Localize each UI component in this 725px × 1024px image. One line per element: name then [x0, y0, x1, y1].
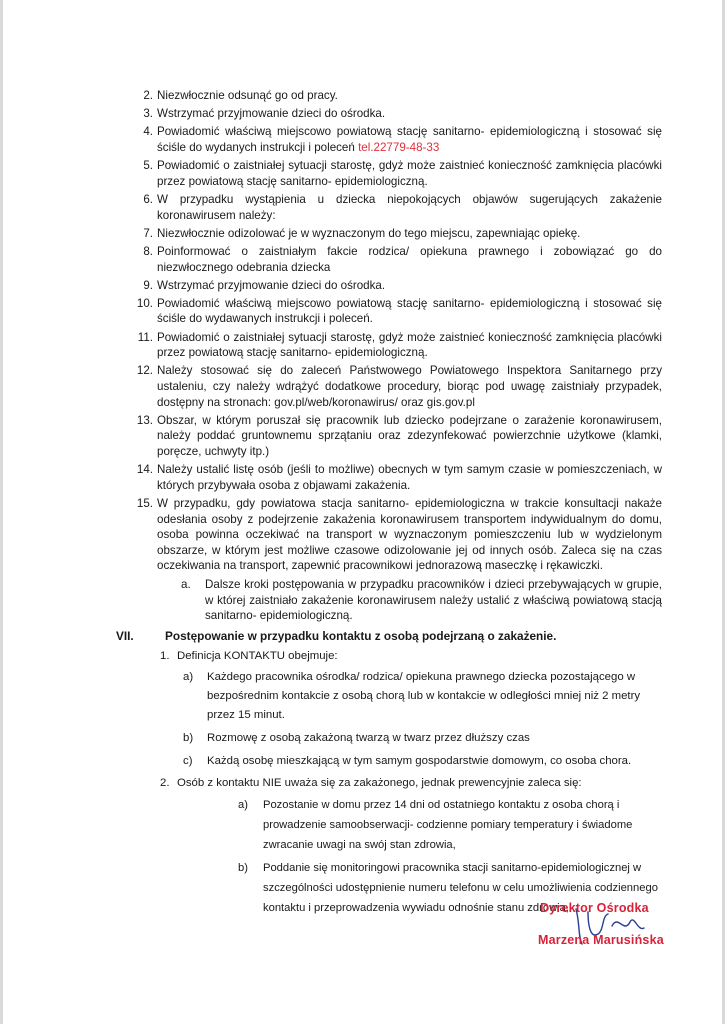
sub-list-item: a) Każdego pracownika ośrodka/ rodzica/ opiekuna prawnego dziecka pozostającego w bezpośrednim kontakcie z osobą chorą lub w kontakcie w odległości mniej niż 2 metry przez 15 minut.	[183, 670, 641, 721]
sub-list-item: a. Dalsze kroki postępowania w przypadku pracowników i dzieci przebywających w grupie, w której zaistniało zakażenie koronawirusem należy ustalić z właściwą powiatową stacją sanitarno- epidemiologiczną.	[181, 577, 662, 623]
phone-number: tel.22779-48-33	[358, 140, 440, 154]
sub-list-item: b) Poddanie się monitoringowi pracownika stacji sanitarno-epidemiologicznej w szczególności udostępnienie numeru telefonu w celu umożliwienia codziennego kontaktu i przeprowadzenia wywiadu odnośnie stanu zdrowia,	[238, 861, 658, 914]
list-item: 5. Powiadomić o zaistniałej sytuacji starostę, gdyż może zaistnieć konieczność zamknięcia placówki przez powiatową stację sanitarno- epidemiologiczną.	[143, 159, 662, 188]
list-item: 9. Wstrzymać przyjmowanie dzieci do ośrodka.	[143, 278, 386, 292]
section-heading: VII. Postępowanie w przypadku kontaktu z osobą podejrzaną o zakażenie.	[116, 628, 557, 643]
document-body	[0, 88, 725, 921]
list-item: 3. Wstrzymać przyjmowanie dzieci do ośrodka.	[143, 107, 386, 121]
list-item: 8. Poinformować o zaistniałym fakcie rodzica/ opiekuna prawnego i zobowiązać go do niezwłocznego odebrania dziecka	[143, 244, 662, 274]
sub-list-item: c) Każdą osobę mieszkającą w tym samym gospodarstwie domowym, co osoba chora.	[183, 754, 632, 767]
list-item: 12. Należy stosować się do zaleceń Państwowego Powiatowego Inspektora Sanitarnego przy ustaleniu, czy należy wdrążyć dodatkowe procedury, biorąc pod uwagę zaistniały przypadek, dostępny na stronach: gov.pl/web/koronawirus/ oraz gis.gov.pl	[136, 364, 662, 409]
list-item: 1. Definicja KONTAKTU obejmuje:	[160, 649, 338, 662]
list-item: 11. Powiadomić o zaistniałej sytuacji starostę, gdyż może zaistnieć konieczność zamknięcia placówki przez powiatową stację sanitarno- epidemiologiczną.	[137, 330, 662, 360]
stamp-title: Dyrektor Ośrodka	[540, 901, 649, 915]
list-item: 10. Powiadomić właściwą miejscowo powiatową stację sanitarno- epidemiologiczną i stosować się ściśle do wydawanych instrukcji i poleceń.	[136, 296, 662, 326]
list-item: 6. W przypadku wystąpienia u dziecka niepokojących objawów sugerujących zakażenie koronawirusem należy:	[143, 192, 662, 222]
list-item: 2. Niezwłocznie odsunąć go od pracy.	[143, 89, 338, 102]
sub-list-item: b) Rozmowę z osobą zakażoną twarzą w twarz przez dłuższy czas	[183, 731, 530, 744]
stamp-name: Marzena Marusińska	[538, 933, 664, 947]
list-item: 2. Osób z kontaktu NIE uważa się za zakażonego, jednak prewencyjnie zaleca się:	[160, 776, 582, 789]
director-stamp	[520, 886, 680, 966]
list-item: 4. Powiadomić właściwą miejscowo powiatową stację sanitarno- epidemiologiczną i stosować się ściśle do wydanych instrukcji i poleceń tel.22779-48-33	[143, 125, 662, 154]
list-item: 7. Niezwłocznie odizolować je w wyznaczonym do tego miejscu, zapewniając opiekę.	[143, 226, 581, 240]
list-item: 14. Należy ustalić listę osób (jeśli to możliwe) obecnych w tym samym czasie w pomieszczeniach, w których przybywała osoba z objawami zakażenia.	[136, 463, 662, 492]
list-item: 15. W przypadku, gdy powiatowa stacja sanitarno- epidemiologiczna w trakcie konsultacji nakaże odesłania osoby z podejrzenie zakażenia koronawirusem transportem indywidualnym do domu, osoba powinna oczekiwać na transport w wyznaczonym pomieszczeniu lub w wydzielonym obszarze, w którym jest możliwe czasowe odizolowanie jej od innych osób. Zaleca się na czas oczekiwania na transport, zapewnić pracownikowi jednorazową maseczkę i rękawiczki.	[136, 496, 662, 573]
list-item: 13. Obszar, w którym poruszał się pracownik lub dziecko podejrzane o zarażenie koronawirusem, należy poddać gruntownemu sprzątaniu oraz zdezynfekować powierzchnie użytkowe (klamki, poręcze, uchwyty itp.)	[136, 413, 662, 458]
sub-list-item: a) Pozostanie w domu przez 14 dni od ostatniego kontaktu z osoba chorą i prowadzenie samoobserwacji- codzienne pomiary temperatury i świadome zwracanie uwagi na swój stan zdrowia,	[238, 798, 633, 851]
